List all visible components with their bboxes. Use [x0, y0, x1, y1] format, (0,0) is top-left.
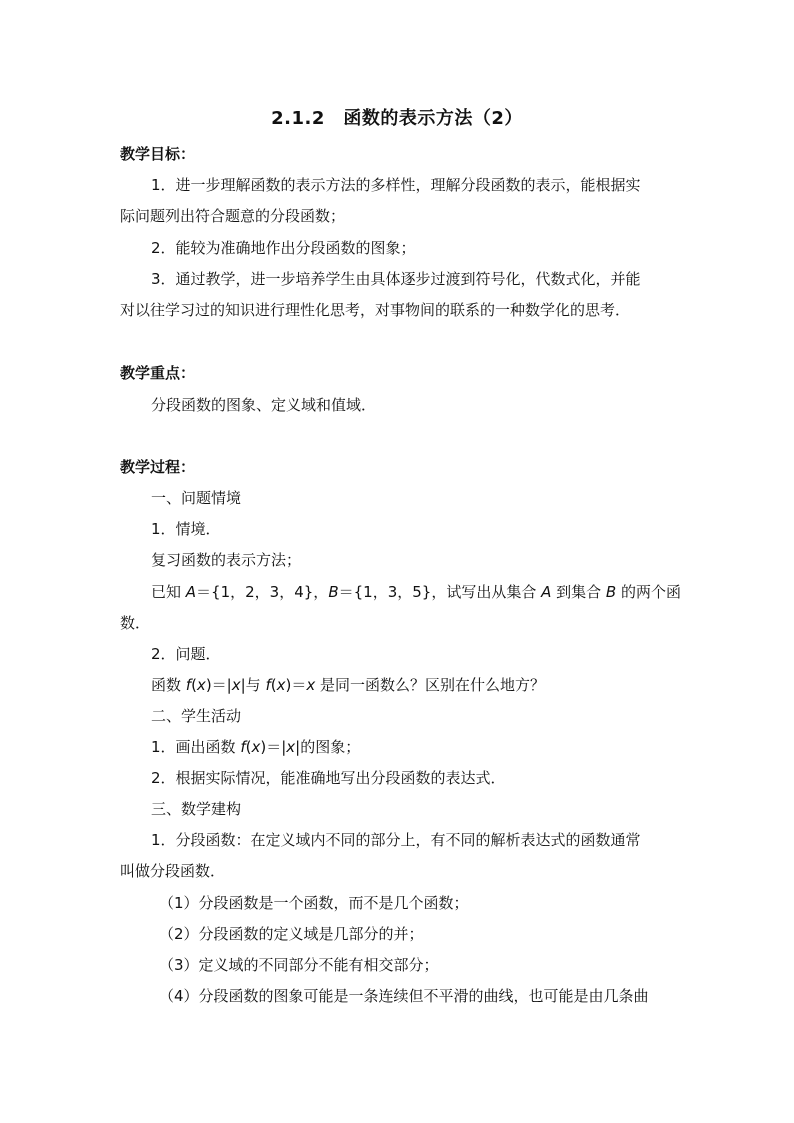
section-3-sub-4: （4）分段函数的图象可能是一条连续但不平滑的曲线，也可能是由几条曲 — [159, 987, 649, 1005]
objective-1-line-1: 1．进一步理解函数的表示方法的多样性，理解分段函数的表示，能根据实 — [151, 176, 641, 194]
function-symbol: f — [265, 676, 271, 694]
text-run: ( — [270, 676, 277, 694]
text-run: )＝| — [260, 738, 287, 756]
objective-3-line-1: 3．通过教学，进一步培养学生由具体逐步过渡到符号化，代数式化，并能 — [151, 270, 641, 288]
section-3-sub-2: （2）分段函数的定义域是几部分的并； — [159, 925, 424, 943]
function-symbol: f — [185, 676, 192, 694]
section-1-heading: 一、问题情境 — [151, 489, 242, 507]
text-run: )＝| — [205, 676, 232, 694]
section-3-heading: 三、数学建构 — [151, 800, 242, 818]
objectives-heading: 教学目标： — [120, 145, 196, 163]
text-run: |的图象； — [295, 738, 361, 756]
text-run: ( — [191, 676, 197, 694]
section-1-item-2: 2．问题． — [151, 645, 221, 663]
section-1-item-1: 1．情境． — [151, 520, 221, 538]
function-symbol: f — [240, 738, 246, 756]
text-run: ＝{1，3，5}，试写出从集合 — [338, 583, 542, 601]
text-run: |与 — [240, 676, 266, 694]
variable-symbol: x — [231, 676, 241, 694]
variable-symbol: x — [251, 738, 261, 756]
set-a-symbol: A — [185, 583, 197, 601]
section-3-item-1-line-2: 叫做分段函数． — [120, 862, 226, 880]
set-b-symbol: B — [605, 583, 617, 601]
section-2-heading: 二、学生活动 — [151, 707, 242, 725]
section-3-sub-3: （3）定义域的不同部分不能有相交部分； — [159, 956, 439, 974]
process-heading: 教学过程： — [120, 458, 196, 476]
set-b-symbol: B — [328, 583, 339, 601]
section-1-question — [151, 674, 711, 696]
section-3-item-1-line-1: 1．分段函数：在定义域内不同的部分上，有不同的解析表达式的函数通常 — [151, 831, 641, 849]
objective-2: 2．能较为准确地作出分段函数的图象； — [151, 239, 416, 257]
variable-symbol: x — [306, 676, 316, 694]
text-run: 已知 — [151, 583, 186, 601]
text-run: 是同一函数么？区别在什么地方？ — [315, 676, 545, 694]
keypoints-heading: 教学重点： — [120, 364, 196, 382]
section-1-known-line-2: 数． — [120, 614, 151, 632]
text-run: ( — [245, 738, 252, 756]
text-run: 到集合 — [551, 583, 606, 601]
text-run: 1．画出函数 — [151, 738, 241, 756]
objective-1-line-2: 际问题列出符合题意的分段函数； — [120, 207, 346, 225]
set-a-symbol: A — [541, 583, 552, 601]
text-run: 函数 — [151, 676, 186, 694]
objective-3-line-2: 对以往学习过的知识进行理性化思考，对事物间的联系的一种数学化的思考． — [120, 301, 631, 319]
text-run: ＝{1，2，3，4}， — [196, 583, 329, 601]
variable-symbol: x — [286, 738, 296, 756]
variable-symbol: x — [196, 676, 206, 694]
text-run: )＝ — [285, 676, 307, 694]
text-run: 的两个函 — [616, 583, 681, 601]
keypoints-text: 分段函数的图象、定义域和值域． — [151, 396, 377, 414]
section-3-sub-1: （1）分段函数是一个函数，而不是几个函数； — [159, 894, 469, 912]
section-1-review: 复习函数的表示方法； — [151, 551, 302, 569]
page-title: 2.1.2 函数的表示方法（2） — [271, 108, 523, 129]
section-2-item-2: 2．根据实际情况，能准确地写出分段函数的表达式． — [151, 769, 506, 787]
section-2-item-1 — [151, 736, 711, 758]
variable-symbol: x — [276, 676, 286, 694]
section-1-known-line-1 — [151, 581, 711, 603]
